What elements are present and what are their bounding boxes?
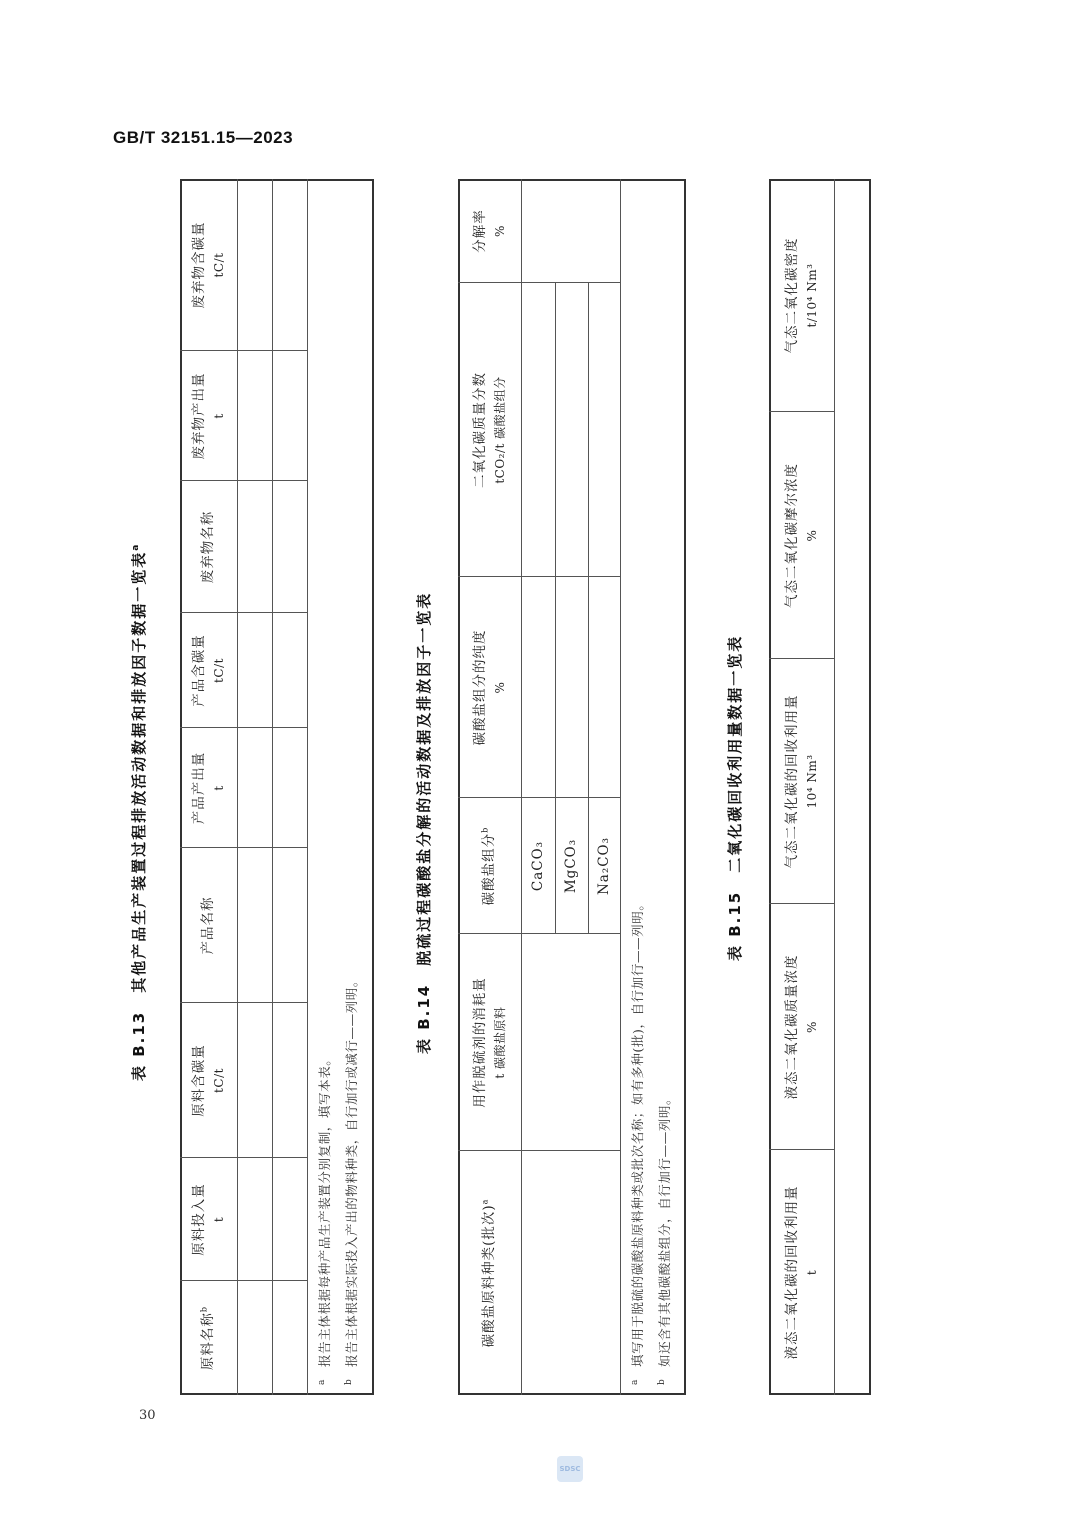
table-b14-header-cell: 碳酸盐组分$^b$ <box>480 826 498 906</box>
table-b14-note: b如还含有其他碳酸盐组分，自行加行——列明。 <box>656 1091 672 1385</box>
table-b13-header-cell: 废弃物名称 <box>200 510 217 584</box>
table-b13-title: 表 B.13其他产品生产装置过程排放活动数据和排放因子数据一览表$^a$ <box>130 542 148 1081</box>
table-b13-note: a报告主体根据每种产品生产装置分别复制，填写本表。 <box>316 1052 332 1385</box>
table-b15 <box>769 179 871 1395</box>
table-b13-header-cell: 产品含碳量 tC/t <box>190 634 226 707</box>
table-b14-header-cell: 用作脱硫剂的消耗量 t 碳酸盐原料 <box>471 977 507 1108</box>
table-b15-header-cell: 气态二氧化碳密度 t/10⁴ Nm³ <box>783 237 819 354</box>
table-b15-header-cell: 液态二氧化碳的回收利用量 t <box>783 1185 819 1360</box>
table-b15-title: 表 B.15二氧化碳回收利用量数据一览表 <box>726 634 744 961</box>
table-b14-header-cell: 分解率 % <box>471 209 507 253</box>
watermark-logo: SDSC <box>557 1456 583 1482</box>
table-b13-header-cell: 原料投入量 t <box>190 1183 226 1256</box>
table-b15-header-cell: 气态二氧化碳的回收利用量 10⁴ Nm³ <box>783 694 819 869</box>
table-b14-header-cell: 二氧化碳质量分数 tCO₂/t 碳酸盐组分 <box>471 372 507 488</box>
table-b14-component: CaCO₃ <box>529 840 546 892</box>
table-b14-note: a填写用于脱硫的碳酸盐原料种类或批次名称；如有多种(批)，自行加行——列明。 <box>629 897 645 1385</box>
table-b13-header-cell: 产品产出量 t <box>190 751 226 825</box>
table-b13-header-cell: 废弃物含碳量 tC/t <box>190 221 226 309</box>
table-b13-note: b报告主体根据实际投入产出的物料种类，自行加行或减行——列明。 <box>343 973 359 1385</box>
table-b14-header-cell: 碳酸盐组分的纯度 % <box>471 629 507 746</box>
table-b13-header-cell: 产品名称 <box>200 896 217 955</box>
table-b13-header-cell: 废弃物产出量 t <box>190 372 226 460</box>
table-b15-header-cell: 气态二氧化碳摩尔浓度 % <box>783 463 819 608</box>
table-b14-header-cell: 碳酸盐原料种类(批次)$^a$ <box>480 1198 498 1348</box>
table-b14-component: MgCO₃ <box>563 838 580 894</box>
standard-code: GB/T 32151.15—2023 <box>113 128 294 147</box>
table-b14-title: 表 B.14脱硫过程碳酸盐分解的活动数据及排放因子一览表 <box>415 591 433 1054</box>
table-b15-header-cell: 液态二氧化碳质量浓度 % <box>783 954 819 1100</box>
table-b13-header-cell: 原料名称$^b$ <box>199 1305 217 1371</box>
table-b13-header-cell: 原料含碳量 tC/t <box>190 1044 226 1117</box>
page-number: 30 <box>139 1408 156 1423</box>
table-b14-component: Na₂CO₃ <box>595 836 612 896</box>
